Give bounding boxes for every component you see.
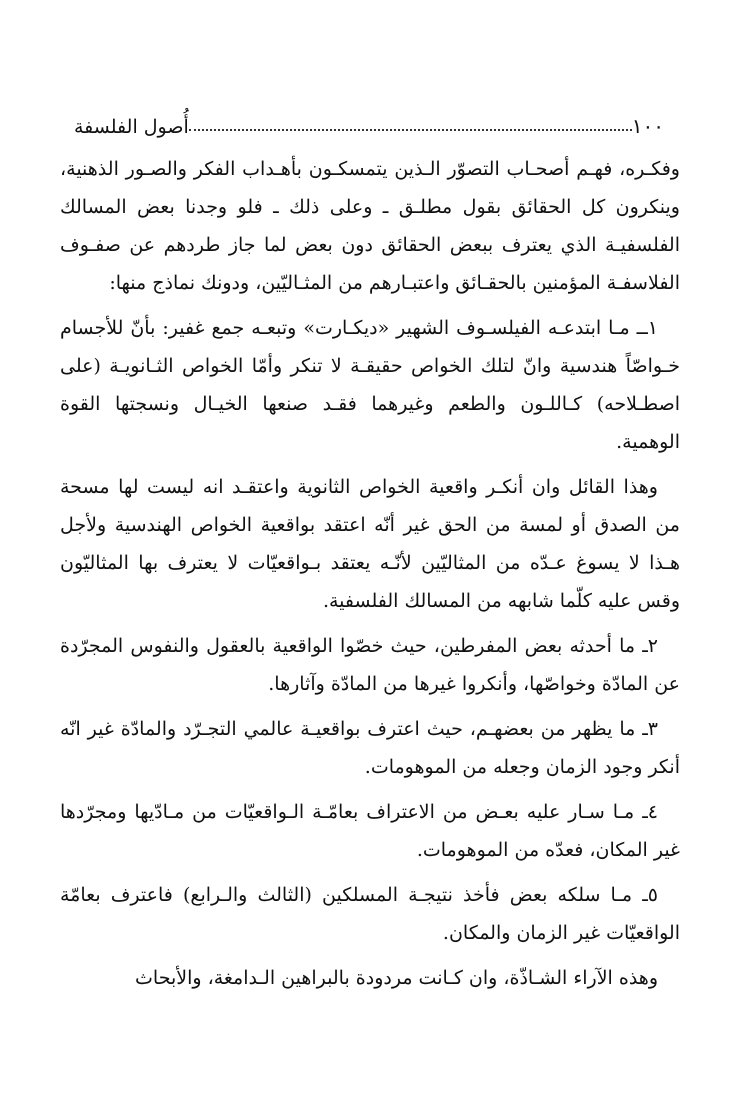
paragraph-item-2: ٢ـ ما أحدثه بعض المفرطين، حيث خصّوا الواقعية بالعقول والنفوس المجرّدة عن المادّة وخواصّها، وأنكروا غيرها من المادّة وآثارها. [60, 635, 680, 695]
paragraph-intro-continuation: وفكـره، فهـم أصحـاب التصوّر الـذين يتمسكـون بأهـداب الفكر والصـور الذهنية، وينكرون كل الحقائق بقول مطلـق ـ وعلى ذلك ـ فلو وجدنا بعض المسالك الفلسفيـة الذي يعترف ببعض الحقائق دون بعض لما جاز طردهم عن صفـوف الفلاسفـة المؤمنين بالحقـائق واعتبـارهم من المثـاليّين، ودونك نماذج منها: [60, 158, 680, 294]
paragraph-item-4: ٤ـ مـا سـار عليه بعـض من الاعتراف بعامّـة الـواقعيّات من مـادّيها ومجرّدها غير المكان، فعدّه من الموهومات. [60, 801, 680, 861]
running-title: أُصول الفلسفة [74, 116, 189, 138]
page-number: ١٠٠ [631, 114, 664, 138]
paragraph-item-5: ٥ـ مـا سلكه بعض فأخذ نتيجـة المسلكين (الثالث والـرابع) فاعترف بعامّة الواقعيّات غير الزمان والمكان. [60, 884, 680, 944]
header-dotted-leader [189, 129, 632, 131]
paragraph-item-3: ٣ـ ما يظهر من بعضهـم، حيث اعترف بواقعيـة عالمي التجـرّد والمادّة غير انّه أنكر وجود الزمان وجعله من الموهومات. [60, 718, 680, 778]
paragraph-item-1: ١ــ مـا ابتدعـه الفيلسـوف الشهير «ديكـارت» وتبعـه جمع غفير: بأنّ للأجسام خـواصّاً هندسية وانّ لتلك الخواص حقيقـة لا تنكر وأمّا الخواص الثـانويـة (على اصطـلاحه) كـاللـون والطعم وغيرهما فقـد صنعها الخيـال ونسجتها القوة الوهمية. [60, 317, 680, 453]
page-body-text [60, 150, 680, 1004]
paragraph-closing: وهذه الآراء الشـاذّة، وان كـانت مردودة بالبراهين الـدامغة، والأبحاث [135, 967, 658, 989]
paragraph-commentary: وهذا القائل وان أنكـر واقعية الخواص الثانوية واعتقـد انه ليست لها مسحة من الصدق أو لمسة من الحق غير أنّه اعتقد بواقعية الخواص الهندسية ولأجل هـذا لا يسوغ عـدّه من المثاليّين لأنّـه يعتقد بـواقعيّات لا يعترف بها المثاليّون وقس عليه كلّما شابهه من المسالك الفلسفية. [60, 476, 680, 612]
page-header [64, 104, 676, 138]
